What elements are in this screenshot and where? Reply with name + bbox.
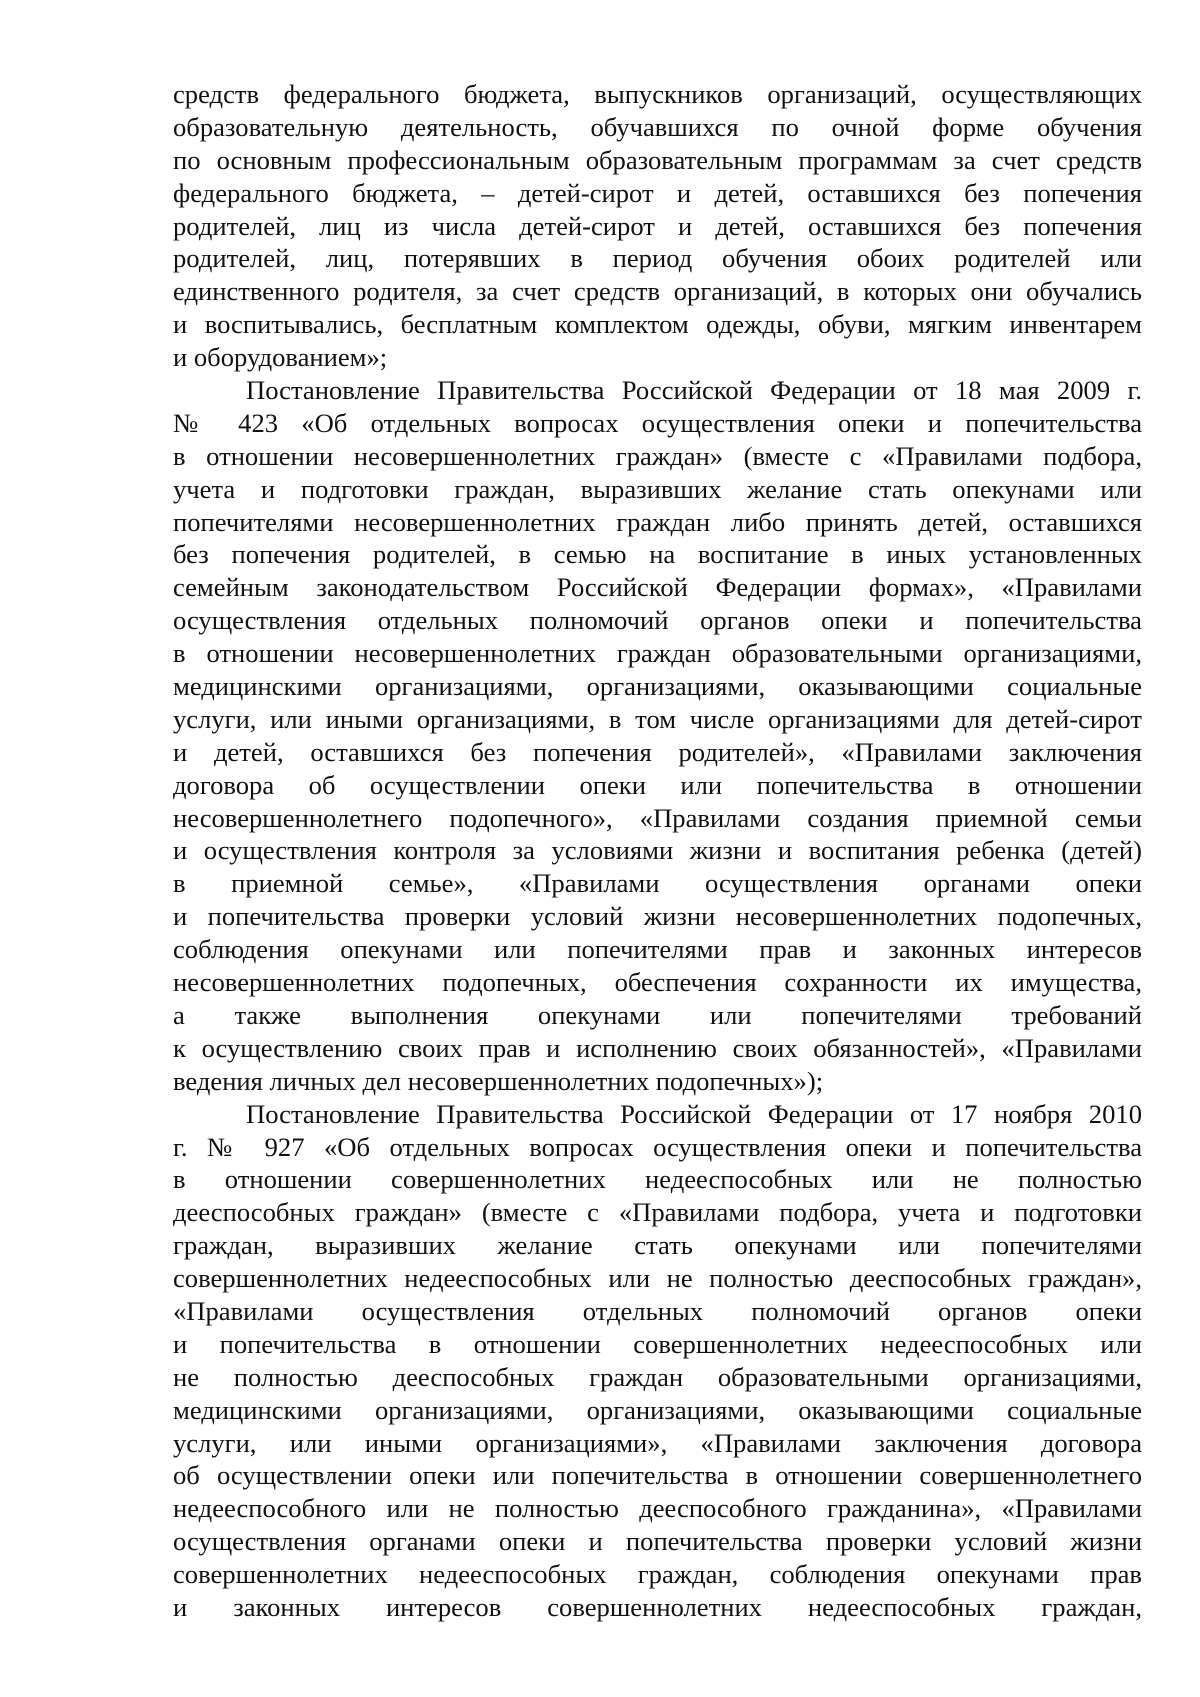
text-line: и оборудованием»; xyxy=(173,342,388,373)
text-line: «Правилами осуществления отдельных полномочий органов опеки xyxy=(173,1295,1142,1326)
paragraph xyxy=(173,374,1142,1098)
text-line: и попечительства проверки условий жизни несовершеннолетних подопечных, xyxy=(173,901,1142,932)
text-line: договора об осуществлении опеки или попечительства в отношении xyxy=(173,769,1142,800)
text-line: несовершеннолетних подопечных, обеспечения сохранности их имущества, xyxy=(173,967,1142,998)
text-line: в отношении несовершеннолетних граждан» (вместе с «Правилами подбора, xyxy=(173,440,1142,471)
text-line: № 423 «Об отдельных вопросах осуществления опеки и попечительства xyxy=(173,407,1142,438)
text-line: попечителями несовершеннолетних граждан либо принять детей, оставшихся xyxy=(173,506,1142,537)
text-line: в приемной семье», «Правилами осуществления органами опеки xyxy=(173,868,1142,899)
text-line: не полностью дееспособных граждан образовательными организациями, xyxy=(173,1361,1142,1392)
text-line: и законных интересов совершеннолетних недееспособных граждан, xyxy=(173,1591,1142,1622)
text-line: образовательную деятельность, обучавшихся по очной форме обучения xyxy=(173,111,1142,142)
text-line: совершеннолетних недееспособных граждан, соблюдения опекунами прав xyxy=(173,1559,1142,1590)
paragraph xyxy=(173,78,1142,374)
text-line: а также выполнения опекунами или попечителями требований xyxy=(173,999,1142,1030)
paragraph xyxy=(173,1098,1142,1624)
text-line: учета и подготовки граждан, выразивших желание стать опекунами или xyxy=(173,473,1142,504)
text-line: граждан, выразивших желание стать опекунами или попечителями xyxy=(173,1230,1142,1261)
text-line: и осуществления контроля за условиями жизни и воспитания ребенка (детей) xyxy=(173,835,1142,866)
text-line: ведения личных дел несовершеннолетних подопечных»); xyxy=(173,1065,824,1096)
text-line: федерального бюджета, – детей-сирот и детей, оставшихся без попечения xyxy=(173,177,1142,208)
text-line: по основным профессиональным образовательным программам за счет средств xyxy=(173,144,1142,175)
text-line: в отношении несовершеннолетних граждан образовательными организациями, xyxy=(173,638,1142,669)
text-line: услуги, или иными организациями», «Правилами заключения договора xyxy=(173,1427,1142,1458)
text-line: осуществления отдельных полномочий органов опеки и попечительства xyxy=(173,605,1142,636)
text-line: услуги, или иными организациями, в том числе организациями для детей-сирот xyxy=(173,703,1142,734)
text-line: в отношении совершеннолетних недееспособных или не полностью xyxy=(173,1164,1142,1195)
text-line: дееспособных граждан» (вместе с «Правилами подбора, учета и подготовки xyxy=(173,1197,1142,1228)
text-line: к осуществлению своих прав и исполнению своих обязанностей», «Правилами xyxy=(173,1032,1142,1063)
text-line: несовершеннолетнего подопечного», «Правилами создания приемной семьи xyxy=(173,802,1142,833)
text-line: и попечительства в отношении совершеннолетних недееспособных или xyxy=(173,1328,1142,1359)
text-line: медицинскими организациями, организациями, оказывающими социальные xyxy=(173,1394,1142,1425)
text-line: родителей, лиц, потерявших в период обучения обоих родителей или xyxy=(173,243,1142,274)
text-line: семейным законодательством Российской Федерации формах», «Правилами xyxy=(173,572,1142,603)
text-line: и воспитывались, бесплатным комплектом одежды, обуви, мягким инвентарем xyxy=(173,309,1142,340)
text-line: совершеннолетних недееспособных или не полностью дееспособных граждан», xyxy=(173,1263,1142,1294)
text-line: г. № 927 «Об отдельных вопросах осуществления опеки и попечительства xyxy=(173,1131,1142,1162)
text-line: осуществления органами опеки и попечительства проверки условий жизни xyxy=(173,1526,1142,1557)
text-line: недееспособного или не полностью дееспособного гражданина», «Правилами xyxy=(173,1493,1142,1524)
text-line: медицинскими организациями, организациями, оказывающими социальные xyxy=(173,671,1142,702)
text-line: Постановление Правительства Российской Федерации от 18 мая 2009 г. xyxy=(246,375,1142,406)
text-line: Постановление Правительства Российской Федерации от 17 ноября 2010 xyxy=(246,1098,1142,1129)
text-line: об осуществлении опеки или попечительства в отношении совершеннолетнего xyxy=(173,1460,1142,1491)
text-line: без попечения родителей, в семью на воспитание в иных установленных xyxy=(173,539,1142,570)
text-line: и детей, оставшихся без попечения родителей», «Правилами заключения xyxy=(173,736,1142,767)
text-line: соблюдения опекунами или попечителями прав и законных интересов xyxy=(173,934,1142,965)
text-line: средств федерального бюджета, выпускников организаций, осуществляющих xyxy=(173,79,1142,109)
text-line: единственного родителя, за счет средств организаций, в которых они обучались xyxy=(173,276,1142,307)
document-body xyxy=(173,78,1142,1624)
text-line: родителей, лиц из числа детей-сирот и детей, оставшихся без попечения xyxy=(173,210,1142,241)
